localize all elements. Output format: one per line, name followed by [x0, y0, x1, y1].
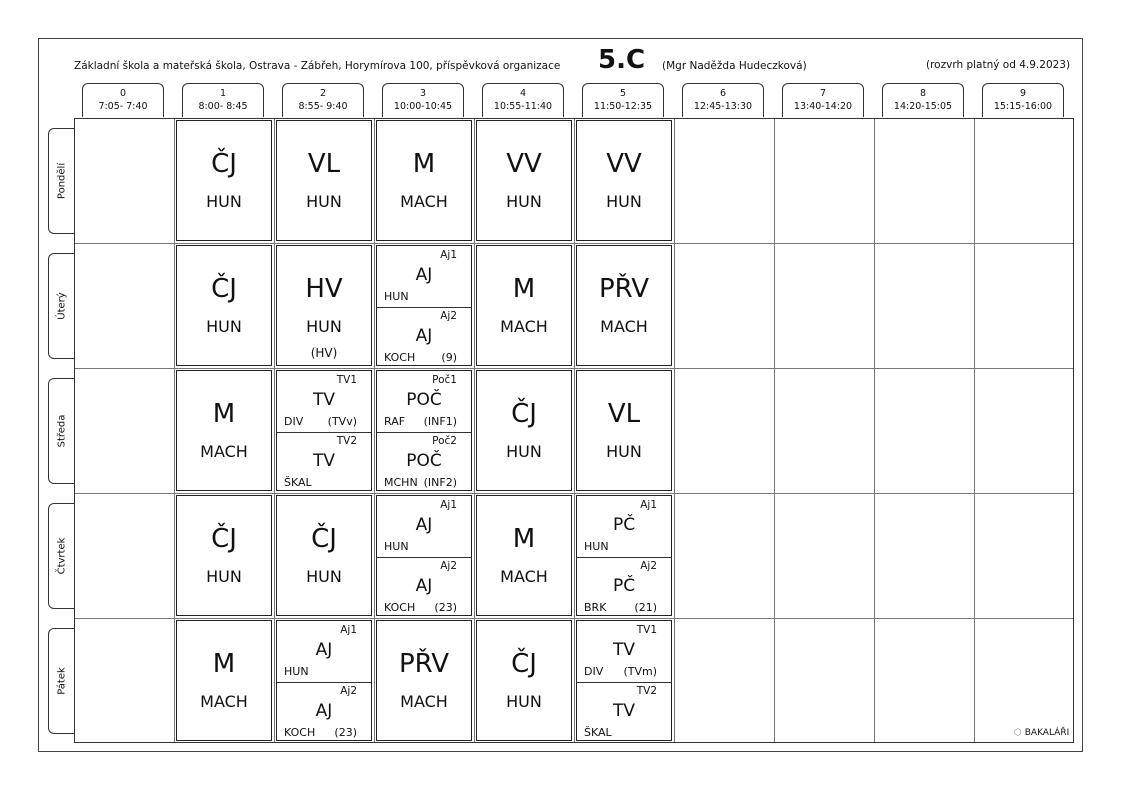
class-name: 5.C — [598, 45, 646, 75]
teacher: HUN — [384, 290, 409, 303]
subject: AJ — [415, 326, 433, 346]
period-number: 8 — [919, 88, 927, 99]
teacher: HUN — [306, 567, 342, 586]
teacher: HUN — [206, 192, 242, 211]
group-label: Poč2 — [432, 435, 457, 447]
group-label: Aj2 — [640, 560, 657, 572]
lesson-cell[interactable] — [576, 245, 672, 366]
teacher: MCHN — [384, 476, 418, 489]
day-name: Pátek — [56, 667, 67, 695]
lesson-cell[interactable] — [176, 120, 272, 241]
grid-column-line — [274, 119, 275, 742]
teacher: KOCH — [284, 726, 316, 739]
grid-column-line — [474, 119, 475, 742]
period-number: 6 — [719, 88, 727, 99]
subject: AJ — [415, 265, 433, 285]
subject: PŘV — [398, 649, 450, 679]
period-header — [782, 83, 864, 117]
group-label: TV1 — [336, 374, 357, 386]
subject: VL — [307, 149, 341, 179]
day-name: Úterý — [56, 292, 67, 320]
lesson-cell[interactable] — [176, 245, 272, 366]
period-header — [282, 83, 364, 117]
room: (INF1) — [423, 415, 457, 428]
period-number: 2 — [319, 88, 327, 99]
group-label: Aj2 — [340, 685, 357, 697]
group-label: TV2 — [336, 435, 357, 447]
day-name: Čtvrtek — [56, 537, 67, 575]
period-time: 8:55- 9:40 — [298, 101, 348, 112]
subject: AJ — [315, 701, 333, 721]
subject: VV — [606, 149, 642, 179]
teacher: MACH — [500, 567, 548, 586]
lesson-group[interactable] — [377, 432, 471, 493]
grid-row-line — [75, 493, 1073, 494]
subject: M — [512, 274, 536, 304]
lesson-cell[interactable] — [376, 245, 472, 366]
group-label: TV2 — [636, 685, 657, 697]
lesson-group[interactable] — [377, 496, 471, 558]
period-header — [182, 83, 264, 117]
teacher: ŠKAL — [584, 726, 612, 739]
subject: VV — [506, 149, 542, 179]
teacher: HUN — [206, 317, 242, 336]
room: (HV) — [310, 346, 338, 360]
teacher: MACH — [600, 317, 648, 336]
subject: PČ — [612, 515, 636, 535]
teacher: ŠKAL — [284, 476, 312, 489]
grid-row-line — [75, 243, 1073, 244]
lesson-cell[interactable] — [176, 370, 272, 491]
lesson-cell[interactable] — [376, 370, 472, 491]
teacher: KOCH — [384, 601, 416, 614]
teacher: HUN — [384, 540, 409, 553]
group-label: Aj1 — [640, 499, 657, 511]
teacher: HUN — [206, 567, 242, 586]
day-label — [48, 378, 74, 484]
group-label: Aj1 — [340, 624, 357, 636]
subject: M — [212, 399, 236, 429]
period-time: 11:50-12:35 — [593, 101, 653, 112]
subject: TV — [312, 390, 335, 410]
subject: M — [512, 524, 536, 554]
period-number: 0 — [119, 88, 127, 99]
period-header — [582, 83, 664, 117]
subject: POČ — [406, 451, 442, 471]
lesson-group[interactable] — [377, 246, 471, 308]
grid-column-line — [674, 119, 675, 742]
period-number: 9 — [1019, 88, 1027, 99]
grid-column-line — [574, 119, 575, 742]
day-label — [48, 253, 74, 359]
subject: TV — [612, 640, 635, 660]
lesson-cell[interactable] — [276, 245, 372, 366]
lesson-cell[interactable] — [576, 620, 672, 741]
group-label: Aj1 — [440, 499, 457, 511]
lesson-group[interactable] — [577, 557, 671, 618]
subject: POČ — [406, 390, 442, 410]
room: (9) — [441, 351, 457, 364]
lesson-cell[interactable] — [476, 120, 572, 241]
grid-column-line — [174, 119, 175, 742]
lesson-cell[interactable] — [276, 120, 372, 241]
group-label: Aj2 — [440, 310, 457, 322]
room: (23) — [334, 726, 357, 739]
room: (TVv) — [327, 415, 357, 428]
teacher: MACH — [400, 192, 448, 211]
subject: AJ — [415, 515, 433, 535]
teacher: HUN — [506, 192, 542, 211]
teacher: MACH — [400, 692, 448, 711]
teacher: HUN — [584, 540, 609, 553]
period-number: 1 — [219, 88, 227, 99]
subject: AJ — [315, 640, 333, 660]
period-number: 4 — [519, 88, 527, 99]
lesson-cell[interactable] — [276, 620, 372, 741]
subject: ČJ — [211, 149, 237, 179]
grid-row-line — [75, 368, 1073, 369]
period-number: 3 — [419, 88, 427, 99]
bakalari-logo — [1014, 728, 1069, 738]
group-label: Aj2 — [440, 560, 457, 572]
teacher: HUN — [606, 192, 642, 211]
subject: ČJ — [511, 649, 537, 679]
subject: ČJ — [211, 274, 237, 304]
logo-text: BAKALÁŘI — [1024, 728, 1070, 738]
period-header — [382, 83, 464, 117]
lesson-cell[interactable] — [576, 120, 672, 241]
subject: M — [212, 649, 236, 679]
day-name: Středa — [56, 414, 67, 448]
group-label: Aj1 — [440, 249, 457, 261]
period-time: 13:40-14:20 — [793, 101, 853, 112]
valid-from: (rozvrh platný od 4.9.2023) — [926, 59, 1071, 71]
lesson-group[interactable] — [577, 621, 671, 683]
day-name: Pondělí — [56, 162, 67, 200]
teacher: HUN — [606, 442, 642, 461]
period-header — [82, 83, 164, 117]
group-label: TV1 — [636, 624, 657, 636]
grid-column-line — [374, 119, 375, 742]
grid-column-line — [974, 119, 975, 742]
period-header — [982, 83, 1064, 117]
teacher: DIV — [284, 415, 304, 428]
teacher: HUN — [506, 692, 542, 711]
lesson-cell[interactable] — [576, 370, 672, 491]
day-label — [48, 628, 74, 734]
subject: TV — [612, 701, 635, 721]
lesson-cell[interactable] — [276, 370, 372, 491]
class-teacher: (Mgr Naděžda Hudeczková) — [662, 60, 807, 72]
teacher: HUN — [306, 317, 342, 336]
teacher: HUN — [306, 192, 342, 211]
lesson-group[interactable] — [577, 496, 671, 558]
period-number: 7 — [819, 88, 827, 99]
lesson-group[interactable] — [377, 557, 471, 618]
room: (23) — [434, 601, 457, 614]
teacher: KOCH — [384, 351, 416, 364]
subject: ČJ — [311, 524, 337, 554]
grid-column-line — [874, 119, 875, 742]
subject: PŘV — [598, 274, 650, 304]
bakalari-logo-icon: ⬡ — [1014, 728, 1022, 738]
grid-row-line — [75, 618, 1073, 619]
period-time: 15:15-16:00 — [993, 101, 1053, 112]
lesson-cell[interactable] — [176, 495, 272, 616]
lesson-cell[interactable] — [376, 120, 472, 241]
school-name: Základní škola a mateřská škola, Ostrava - Zábřeh, Horymírova 100, příspěvková organizace — [74, 60, 561, 72]
subject: TV — [312, 451, 335, 471]
subject: HV — [305, 274, 343, 304]
teacher: RAF — [384, 415, 406, 428]
group-label: Poč1 — [432, 374, 457, 386]
lesson-cell[interactable] — [376, 495, 472, 616]
timetable-grid — [74, 118, 1074, 743]
teacher: BRK — [584, 601, 607, 614]
teacher: HUN — [284, 665, 309, 678]
lesson-cell[interactable] — [476, 370, 572, 491]
subject: ČJ — [511, 399, 537, 429]
subject: VL — [607, 399, 641, 429]
lesson-cell[interactable] — [176, 620, 272, 741]
period-time: 12:45-13:30 — [693, 101, 753, 112]
teacher: MACH — [200, 692, 248, 711]
lesson-group[interactable] — [377, 371, 471, 433]
room: (TVm) — [623, 665, 657, 678]
subject: AJ — [415, 576, 433, 596]
teacher: MACH — [200, 442, 248, 461]
grid-column-line — [774, 119, 775, 742]
period-header — [482, 83, 564, 117]
period-time: 8:00- 8:45 — [198, 101, 248, 112]
period-time: 10:00-10:45 — [393, 101, 453, 112]
teacher: MACH — [500, 317, 548, 336]
period-header — [882, 83, 964, 117]
lesson-group[interactable] — [277, 371, 371, 433]
subject: PČ — [612, 576, 636, 596]
lesson-group[interactable] — [577, 682, 671, 743]
teacher: DIV — [584, 665, 604, 678]
period-number: 5 — [619, 88, 627, 99]
period-time: 10:55-11:40 — [493, 101, 553, 112]
lesson-cell[interactable] — [476, 495, 572, 616]
day-label — [48, 128, 74, 234]
period-header — [682, 83, 764, 117]
lesson-group[interactable] — [277, 621, 371, 683]
lesson-cell[interactable] — [476, 620, 572, 741]
lesson-cell[interactable] — [376, 620, 472, 741]
subject: ČJ — [211, 524, 237, 554]
lesson-cell[interactable] — [476, 245, 572, 366]
period-time: 7:05- 7:40 — [98, 101, 148, 112]
period-time: 14:20-15:05 — [893, 101, 953, 112]
lesson-group[interactable] — [377, 307, 471, 368]
room: (21) — [634, 601, 657, 614]
day-label — [48, 503, 74, 609]
room: (INF2) — [423, 476, 457, 489]
lesson-group[interactable] — [277, 432, 371, 493]
lesson-group[interactable] — [277, 682, 371, 743]
lesson-cell[interactable] — [576, 495, 672, 616]
lesson-cell[interactable] — [276, 495, 372, 616]
subject: M — [412, 149, 436, 179]
teacher: HUN — [506, 442, 542, 461]
